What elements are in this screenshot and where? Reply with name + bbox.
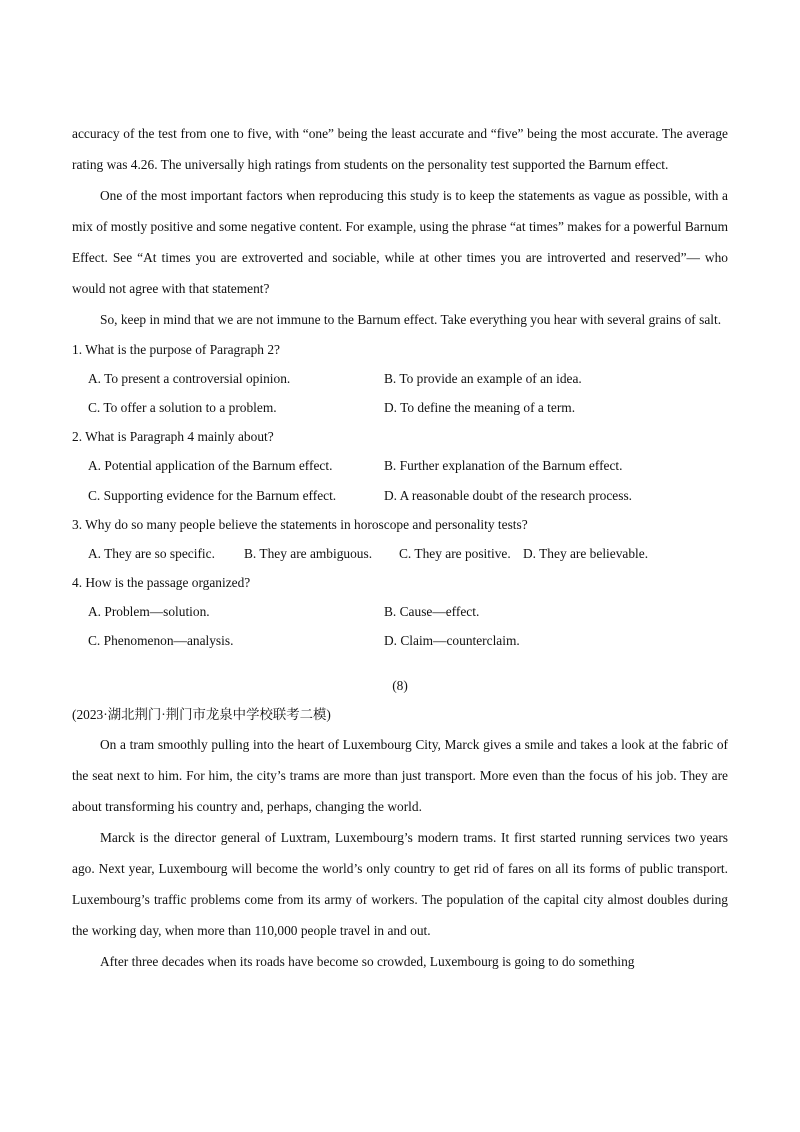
- option-c: C. Phenomenon—analysis.: [88, 633, 234, 649]
- paragraph-8-1: On a tram smoothly pulling into the heart of Luxembourg City, Marck gives a smile and takes a look at the fabric of the seat next to him. For him, the city’s trams are more than just transport. More even than the focus of his job. They are about transforming his country and, perhaps, changing the world.: [72, 737, 728, 815]
- question-4: [72, 568, 728, 655]
- option-a: A. Potential application of the Barnum effect.: [88, 458, 333, 474]
- question-text: 1. What is the purpose of Paragraph 2?: [72, 342, 280, 357]
- question-1: [72, 335, 728, 422]
- paragraph-8-3: After three decades when its roads have become so crowded, Luxembourg is going to do something: [100, 954, 635, 970]
- option-b: B. They are ambiguous.: [244, 545, 373, 561]
- question-text: 2. What is Paragraph 4 mainly about?: [72, 429, 274, 445]
- question-3: [72, 510, 728, 568]
- passage-number: (8): [392, 678, 408, 694]
- option-b: B. Cause—effect.: [384, 604, 480, 620]
- paragraph-7-2: One of the most important factors when reproducing this study is to keep the statements as vague as possible, with a mix of mostly positive and some negative content. For example, using the phrase “at times” makes for a powerful Barnum Effect. See “At times you are extroverted and sociable, while at other times you are introverted and reserved”— who would not agree with that statement?: [72, 188, 728, 296]
- option-b: B. To provide an example of an idea.: [384, 371, 582, 386]
- option-d: D. Claim—counterclaim.: [384, 633, 520, 649]
- option-d: D. To define the meaning of a term.: [384, 400, 576, 416]
- document-page: [72, 118, 728, 977]
- option-a: A. Problem—solution.: [88, 604, 210, 620]
- option-d: D. They are believable.: [523, 545, 649, 561]
- option-c: C. They are positive.: [399, 545, 511, 561]
- option-a: A. They are so specific.: [88, 545, 215, 561]
- question-2: [72, 422, 728, 509]
- paragraph-7-3: So, keep in mind that we are not immune to the Barnum effect. Take everything you hear with several grains of salt.: [100, 312, 722, 327]
- option-d: D. A reasonable doubt of the research process.: [384, 487, 633, 503]
- question-text: 4. How is the passage organized?: [72, 575, 251, 591]
- question-text: 3. Why do so many people believe the statements in horoscope and personality tests?: [72, 516, 528, 532]
- option-c: C. To offer a solution to a problem.: [88, 400, 277, 416]
- option-b: B. Further explanation of the Barnum effect.: [384, 458, 623, 474]
- option-c: C. Supporting evidence for the Barnum effect.: [88, 487, 337, 503]
- paragraph-8-2: Marck is the director general of Luxtram, Luxembourg’s modern trams. It first started running services two years ago. Next year, Luxembourg will become the world’s only country to get rid of fares on all its forms of public transport. Luxembourg’s traffic problems come from its army of workers. The population of the capital city almost doubles during the working day, when more than 110,000 people travel in and out.: [72, 830, 728, 939]
- option-a: A. To present a controversial opinion.: [88, 371, 291, 386]
- source-label: (2023·湖北荆门·荆门市龙泉中学校联考二模): [72, 707, 331, 723]
- paragraph-7-1: accuracy of the test from one to five, with “one” being the least accurate and “five” being the most accurate. The average rating was 4.26. The universally high ratings from students on the personality test supported the Barnum effect.: [72, 126, 728, 172]
